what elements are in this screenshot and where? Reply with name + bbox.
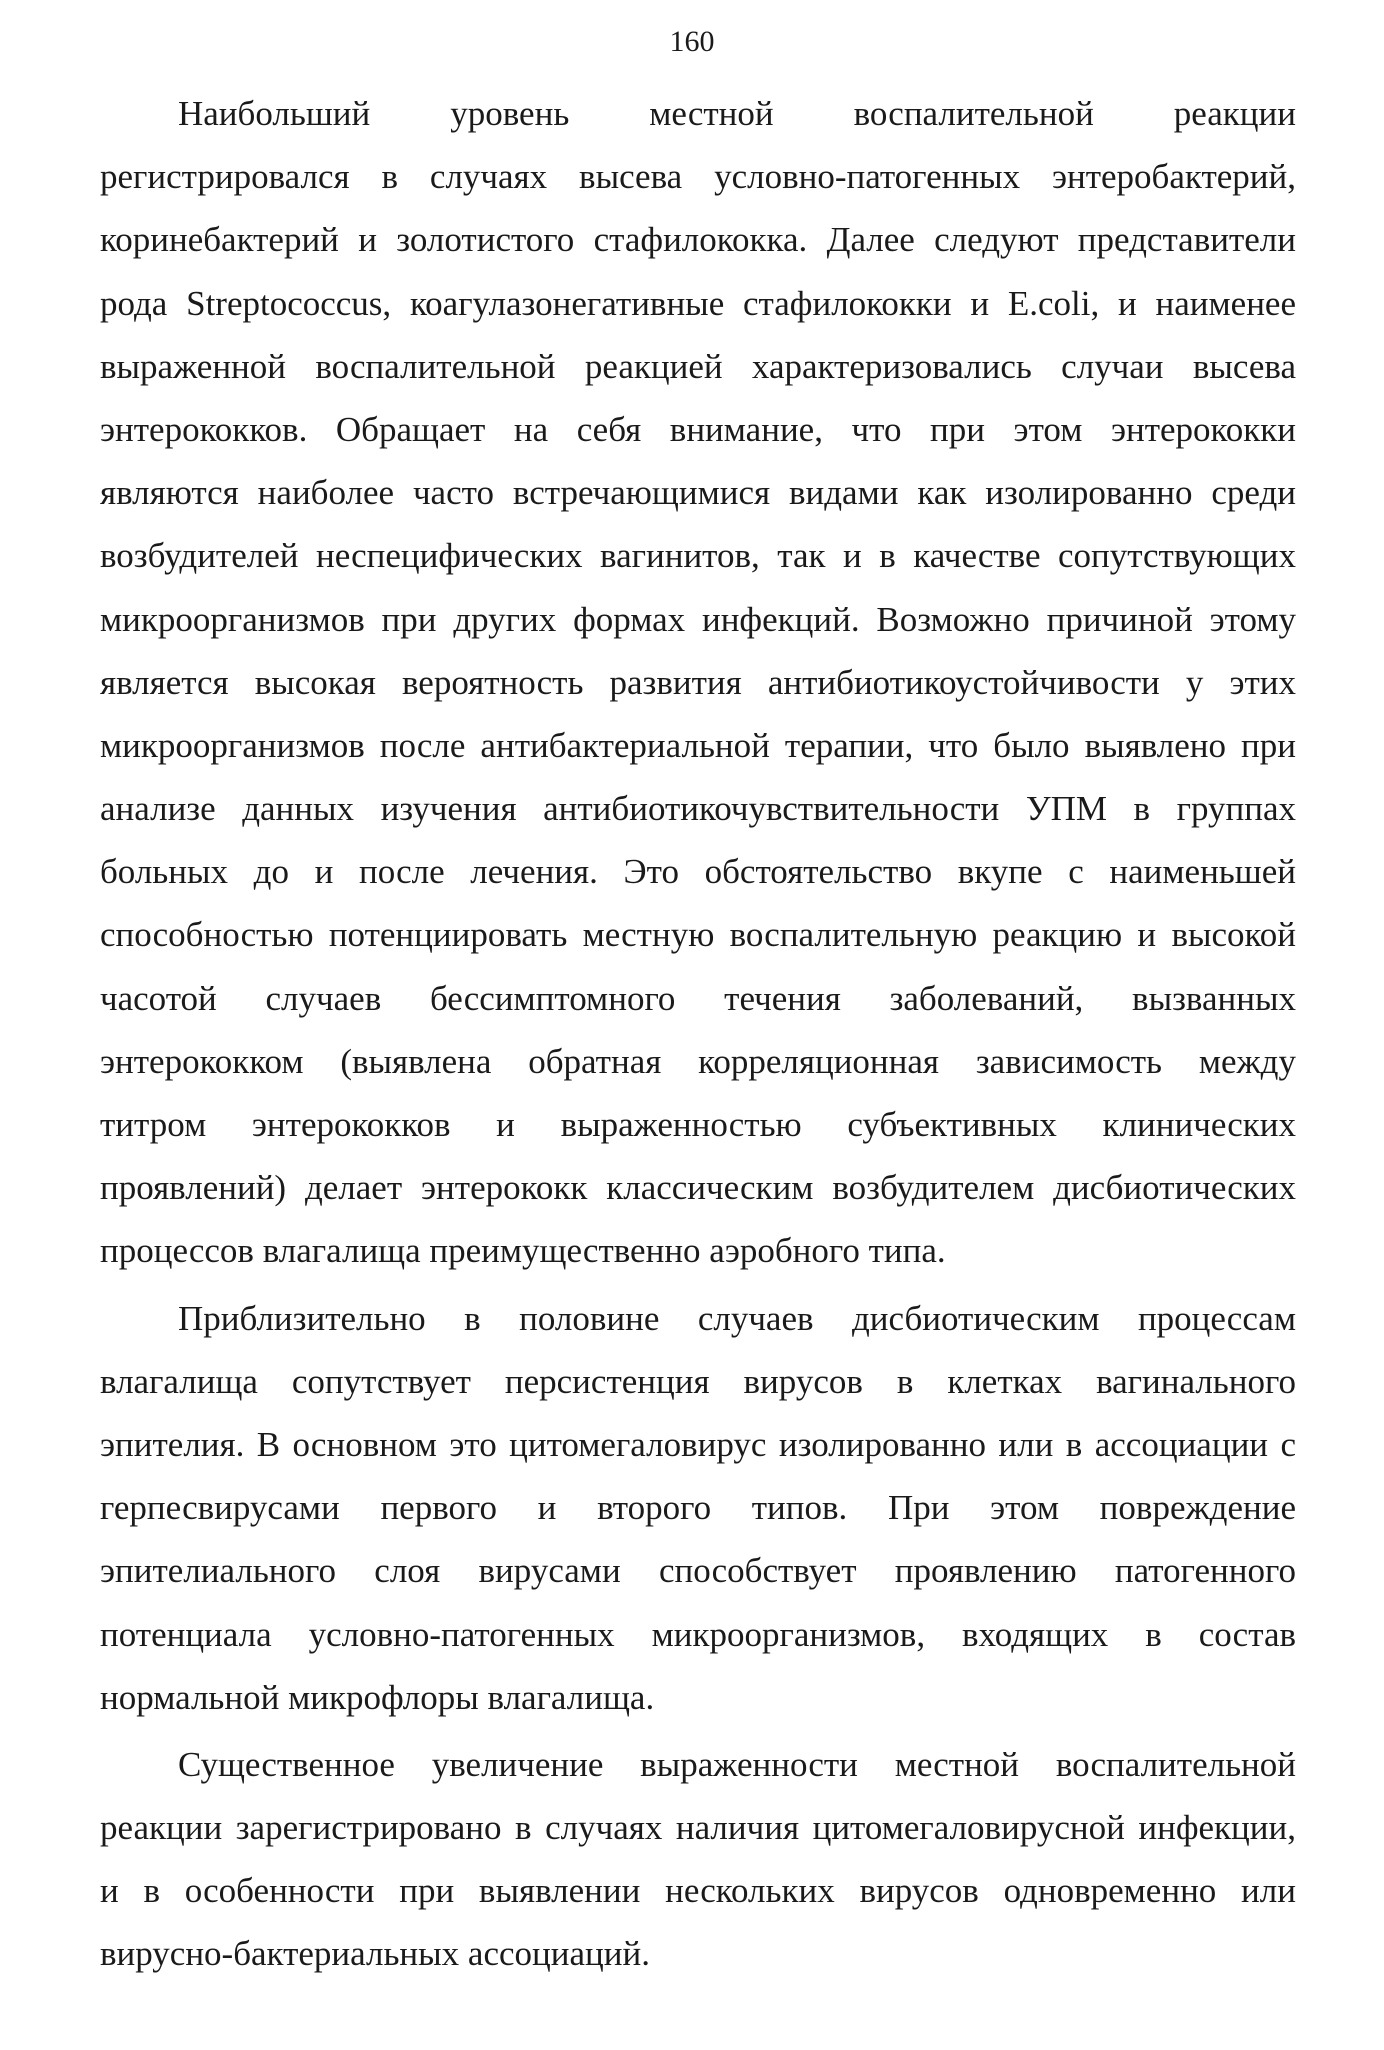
text-line: регистрировался в случаях высева условно-патогенных энтеробактерий, (100, 157, 1296, 197)
text-line: анализе данных изучения антибиотикочувствительности УПМ в группах (100, 789, 1296, 829)
text-line: Приблизительно в половине случаев дисбиотическим процессам (178, 1298, 1296, 1338)
text-line: нормальной микрофлоры влагалища. (100, 1677, 655, 1717)
text-line: часотой случаев бессимптомного течения заболеваний, вызванных (100, 978, 1296, 1018)
paragraph-2 (100, 1287, 1296, 1729)
text-line: энтерококком (выявлена обратная корреляционная зависимость между (100, 1041, 1296, 1081)
text-line: больных до и после лечения. Это обстоятельство вкупе с наименьшей (100, 852, 1296, 892)
text-line: коринебактерий и золотистого стафилококка. Далее следуют представители (100, 220, 1296, 260)
text-line: реакции зарегистрировано в случаях наличия цитомегаловирусной инфекции, (100, 1808, 1296, 1848)
text-line: эпителия. В основном это цитомегаловирус изолированно или в ассоциации с (100, 1424, 1296, 1464)
paragraph-3 (100, 1733, 1296, 1986)
text-line: является высокая вероятность развития антибиотикоустойчивости у этих (100, 662, 1296, 702)
text-line: вирусно-бактериальных ассоциаций. (100, 1934, 650, 1974)
text-line: Существенное увеличение выраженности местной воспалительной (178, 1744, 1296, 1784)
text-line: возбудителей неспецифических вагинитов, так и в качестве сопутствующих (100, 536, 1296, 576)
text-line: потенциала условно-патогенных микроорганизмов, входящих в состав (100, 1614, 1296, 1654)
text-line: способностью потенциировать местную воспалительную реакцию и высокой (100, 915, 1296, 955)
text-line: влагалища сопутствует персистенция вирусов в клетках вагинального (100, 1361, 1296, 1401)
text-line: микроорганизмов после антибактериальной терапии, что было выявлено при (100, 725, 1296, 765)
text-line: титром энтерококков и выраженностью субъективных клинических (100, 1105, 1296, 1144)
text-line: рода Streptococcus, коагулазонегативные стафилококки и E.coli, и наименее (100, 283, 1296, 323)
text-line: выраженной воспалительной реакцией характеризовались случаи высева (100, 346, 1296, 386)
paragraph-1 (100, 82, 1296, 1283)
page-number: 160 (669, 25, 715, 58)
text-line: Наибольший уровень местной воспалительной реакции (178, 94, 1296, 133)
text-line: эпителиального слоя вирусами способствует проявлению патогенного (100, 1551, 1296, 1591)
text-line: и в особенности при выявлении нескольких вирусов одновременно или (100, 1871, 1296, 1911)
text-line: проявлений) делает энтерококк классическим возбудителем дисбиотических (100, 1168, 1296, 1208)
text-line: процессов влагалища преимущественно аэробного типа. (100, 1231, 946, 1271)
text-line: микроорганизмов при других формах инфекций. Возможно причиной этому (100, 599, 1296, 639)
body-text (100, 82, 1296, 1986)
text-line: являются наиболее часто встречающимися видами как изолированно среди (100, 473, 1296, 513)
text-line: герпесвирусами первого и второго типов. При этом повреждение (100, 1488, 1296, 1528)
text-line: энтерококков. Обращает на себя внимание, что при этом энтерококки (100, 409, 1296, 449)
